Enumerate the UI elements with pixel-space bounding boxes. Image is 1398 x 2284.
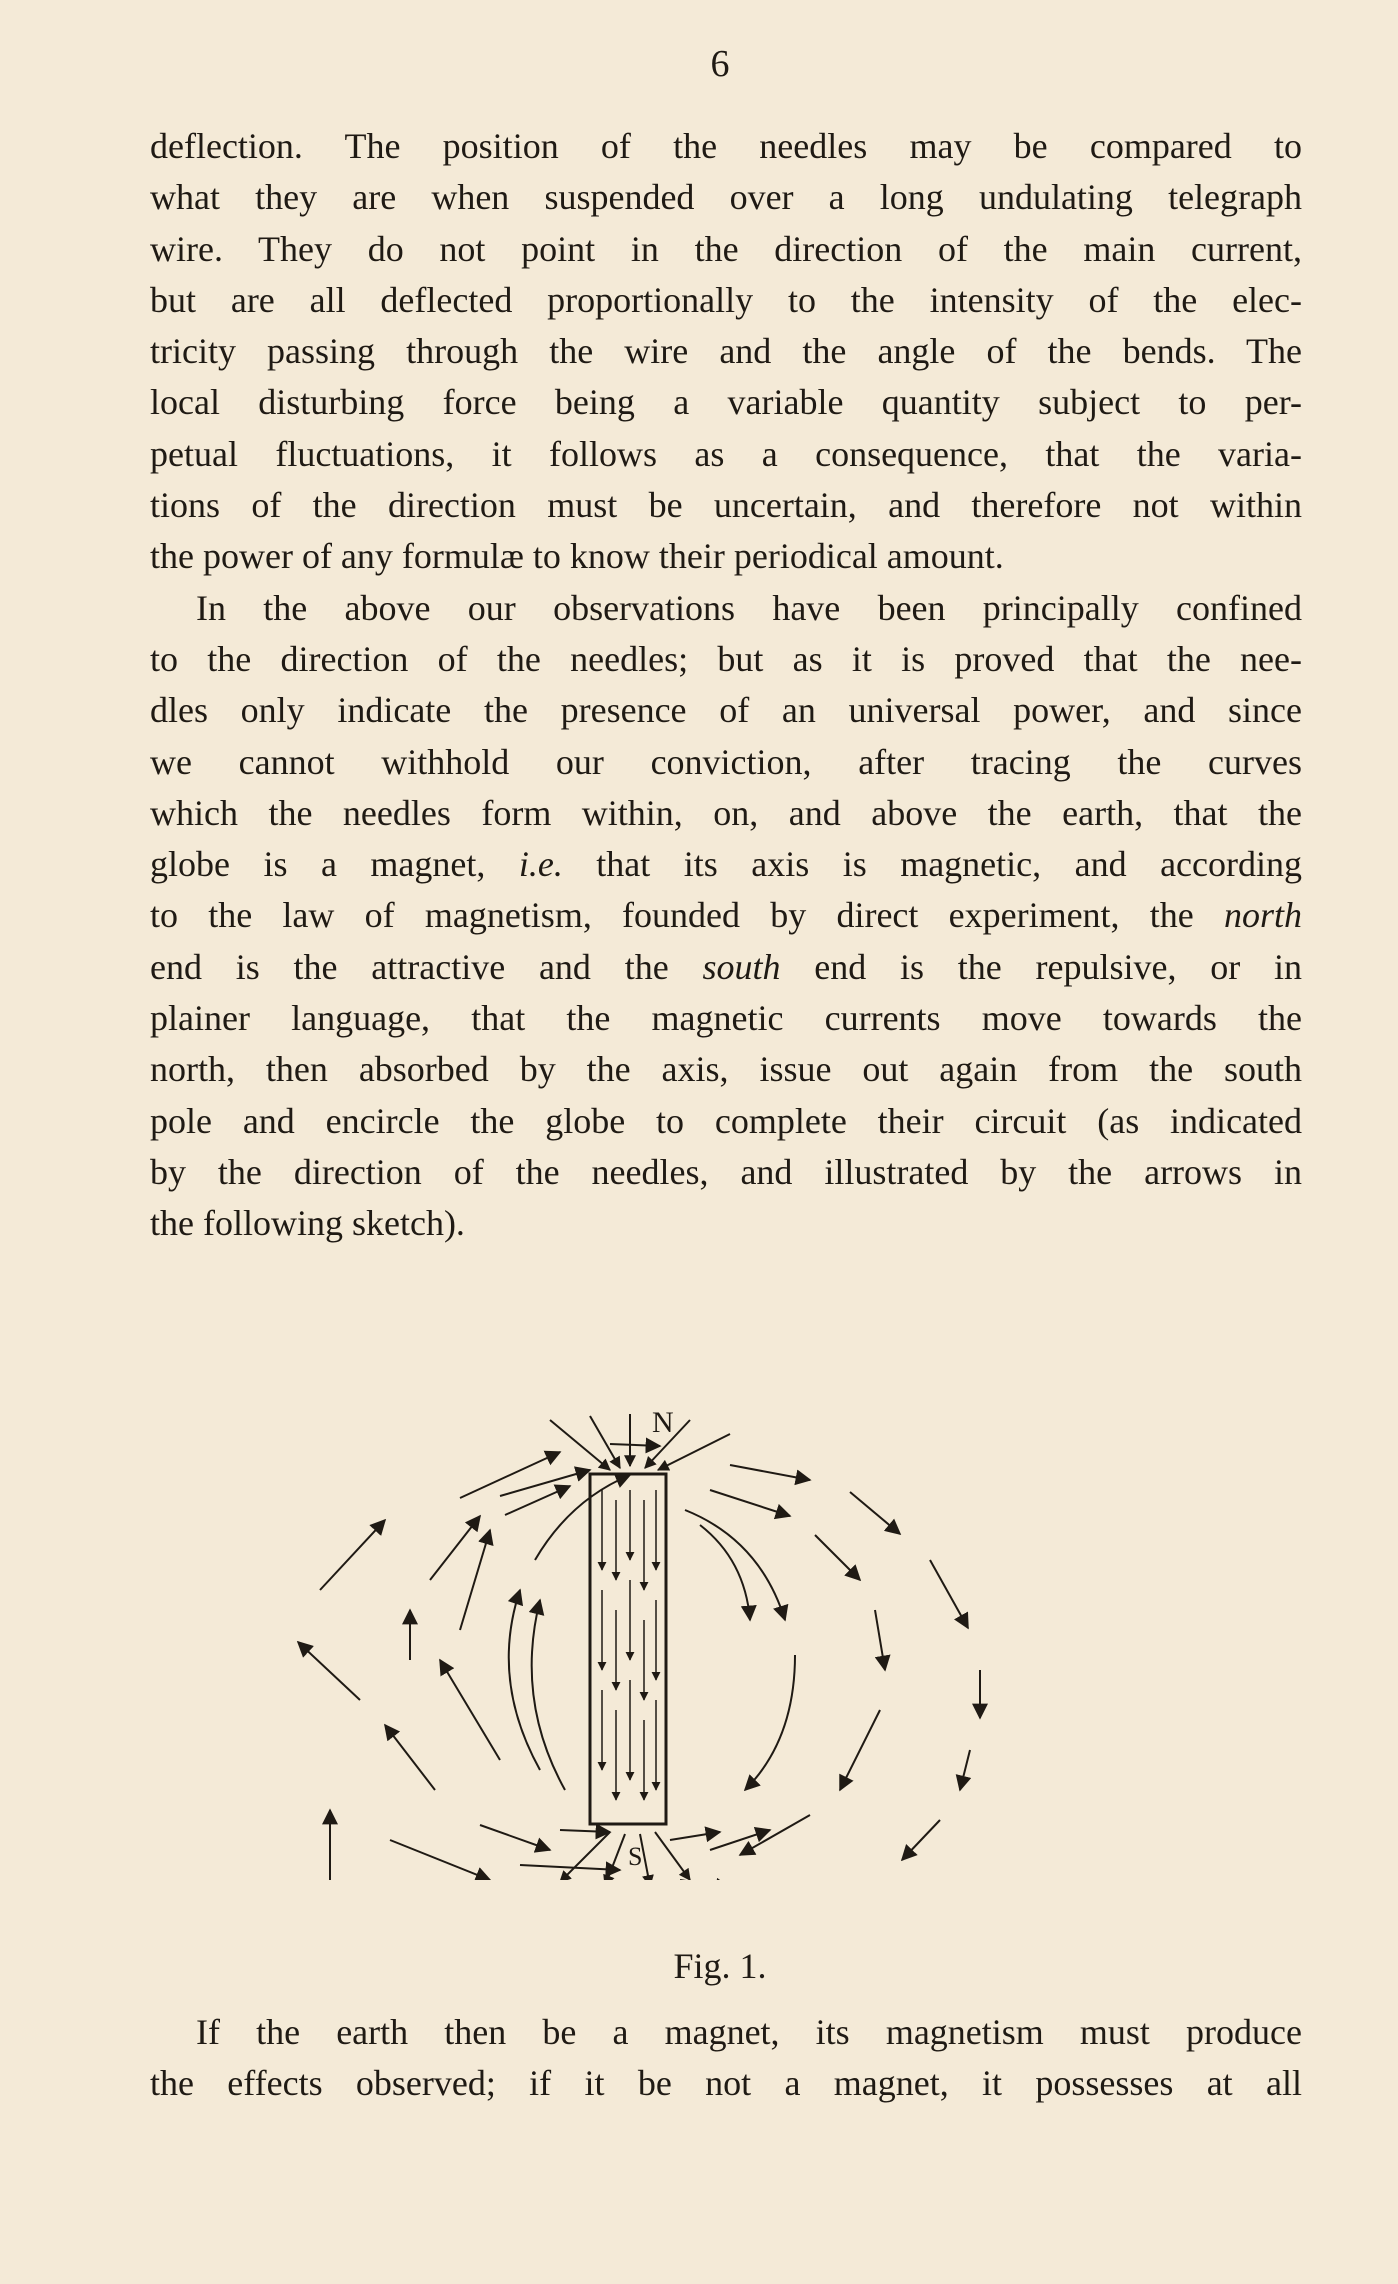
text-line: local disturbing force being a variable quantity subject to per- [150, 382, 1302, 423]
text-line: wire. They do not point in the direction of the main current, [150, 228, 1302, 269]
field-arc [320, 1520, 385, 1590]
text-line: deflection. The position of the needles may be compared to [150, 126, 1302, 166]
magnetic-axis [590, 1474, 666, 1824]
body-text-bottom [150, 2007, 1302, 2110]
text-line [150, 942, 1302, 993]
text-line: plainer language, that the magnetic currents move towards the [150, 998, 1302, 1039]
text-line: what they are when suspended over a long undulating telegraph [150, 177, 1302, 218]
text-run: globe is a magnet, [150, 844, 519, 885]
field-arc [850, 1492, 900, 1534]
field-arc [505, 1486, 570, 1515]
text-line: by the direction of the needles, and illustrated by the arrows in [150, 1151, 1302, 1192]
field-arc [298, 1642, 360, 1700]
text-line: the power of any formulæ to know their periodical amount. [150, 536, 1004, 577]
text-line: but are all deflected proportionally to the intensity of the elec- [150, 279, 1302, 320]
field-arc [930, 1560, 968, 1628]
field-arc [815, 1535, 860, 1580]
field-arc [840, 1710, 880, 1790]
field-arc [730, 1465, 810, 1480]
field-arc [390, 1840, 490, 1880]
field-arc [440, 1660, 500, 1760]
text-run-italic: south [702, 946, 781, 987]
text-line: north, then absorbed by the axis, issue out again from the south [150, 1049, 1302, 1090]
text-line: dles only indicate the presence of an universal power, and since [150, 690, 1302, 731]
field-arc [745, 1655, 795, 1790]
text-line: the effects observed; if it be not a magnet, it possesses at all [150, 2063, 1302, 2104]
body-text-top [150, 121, 1302, 1250]
field-arc [430, 1516, 480, 1580]
field-arc [560, 1830, 610, 1832]
field-arc [875, 1610, 885, 1670]
field-arc [460, 1530, 490, 1630]
field-arc [610, 1444, 660, 1446]
text-line [150, 890, 1302, 941]
north-label: N [652, 1406, 674, 1439]
text-run: end is the attractive and the [150, 946, 703, 987]
text-run: to the law of magnetism, founded by direct experiment, the [150, 895, 1224, 936]
field-arc [532, 1600, 565, 1790]
text-line: tions of the direction must be uncertain, and therefore not within [150, 485, 1302, 526]
north-pole-lines [550, 1414, 730, 1470]
field-arc [520, 1865, 620, 1870]
field-arc [670, 1832, 720, 1840]
text-run-italic: i.e. [518, 844, 563, 885]
text-line: pole and encircle the globe to complete their circuit (as indicated [150, 1100, 1302, 1141]
magnetic-circuit-figure [290, 1320, 1190, 1880]
field-arc [460, 1452, 560, 1498]
text-run: that its axis is magnetic, and according [562, 844, 1303, 885]
page-number: 6 [710, 43, 730, 85]
field-arc [960, 1750, 970, 1790]
field-arc [700, 1525, 750, 1620]
field-arc [740, 1815, 810, 1855]
text-line: If the earth then be a magnet, its magnetism must produce [196, 2012, 1302, 2052]
text-run: end is the repulsive, or in [780, 946, 1302, 987]
text-line: which the needles form within, on, and above the earth, that the [150, 792, 1302, 833]
field-arc [480, 1825, 550, 1850]
field-arc [902, 1820, 940, 1860]
text-run-italic: north [1223, 895, 1302, 936]
text-line: we cannot withhold our conviction, after tracing the curves [150, 741, 1302, 782]
text-line: tricity passing through the wire and the angle of the bends. The [150, 331, 1302, 372]
south-label: S [628, 1842, 643, 1871]
field-arc [385, 1725, 435, 1790]
text-line: the following sketch). [150, 1203, 465, 1244]
figure-caption: Fig. 1. [673, 1946, 767, 1986]
field-arc [710, 1490, 790, 1516]
text-line: to the direction of the needles; but as it is proved that the nee- [150, 638, 1302, 679]
text-line: In the above our observations have been principally confined [196, 587, 1302, 628]
text-line [150, 839, 1302, 890]
text-line: petual fluctuations, it follows as a consequence, that the varia- [150, 433, 1302, 474]
